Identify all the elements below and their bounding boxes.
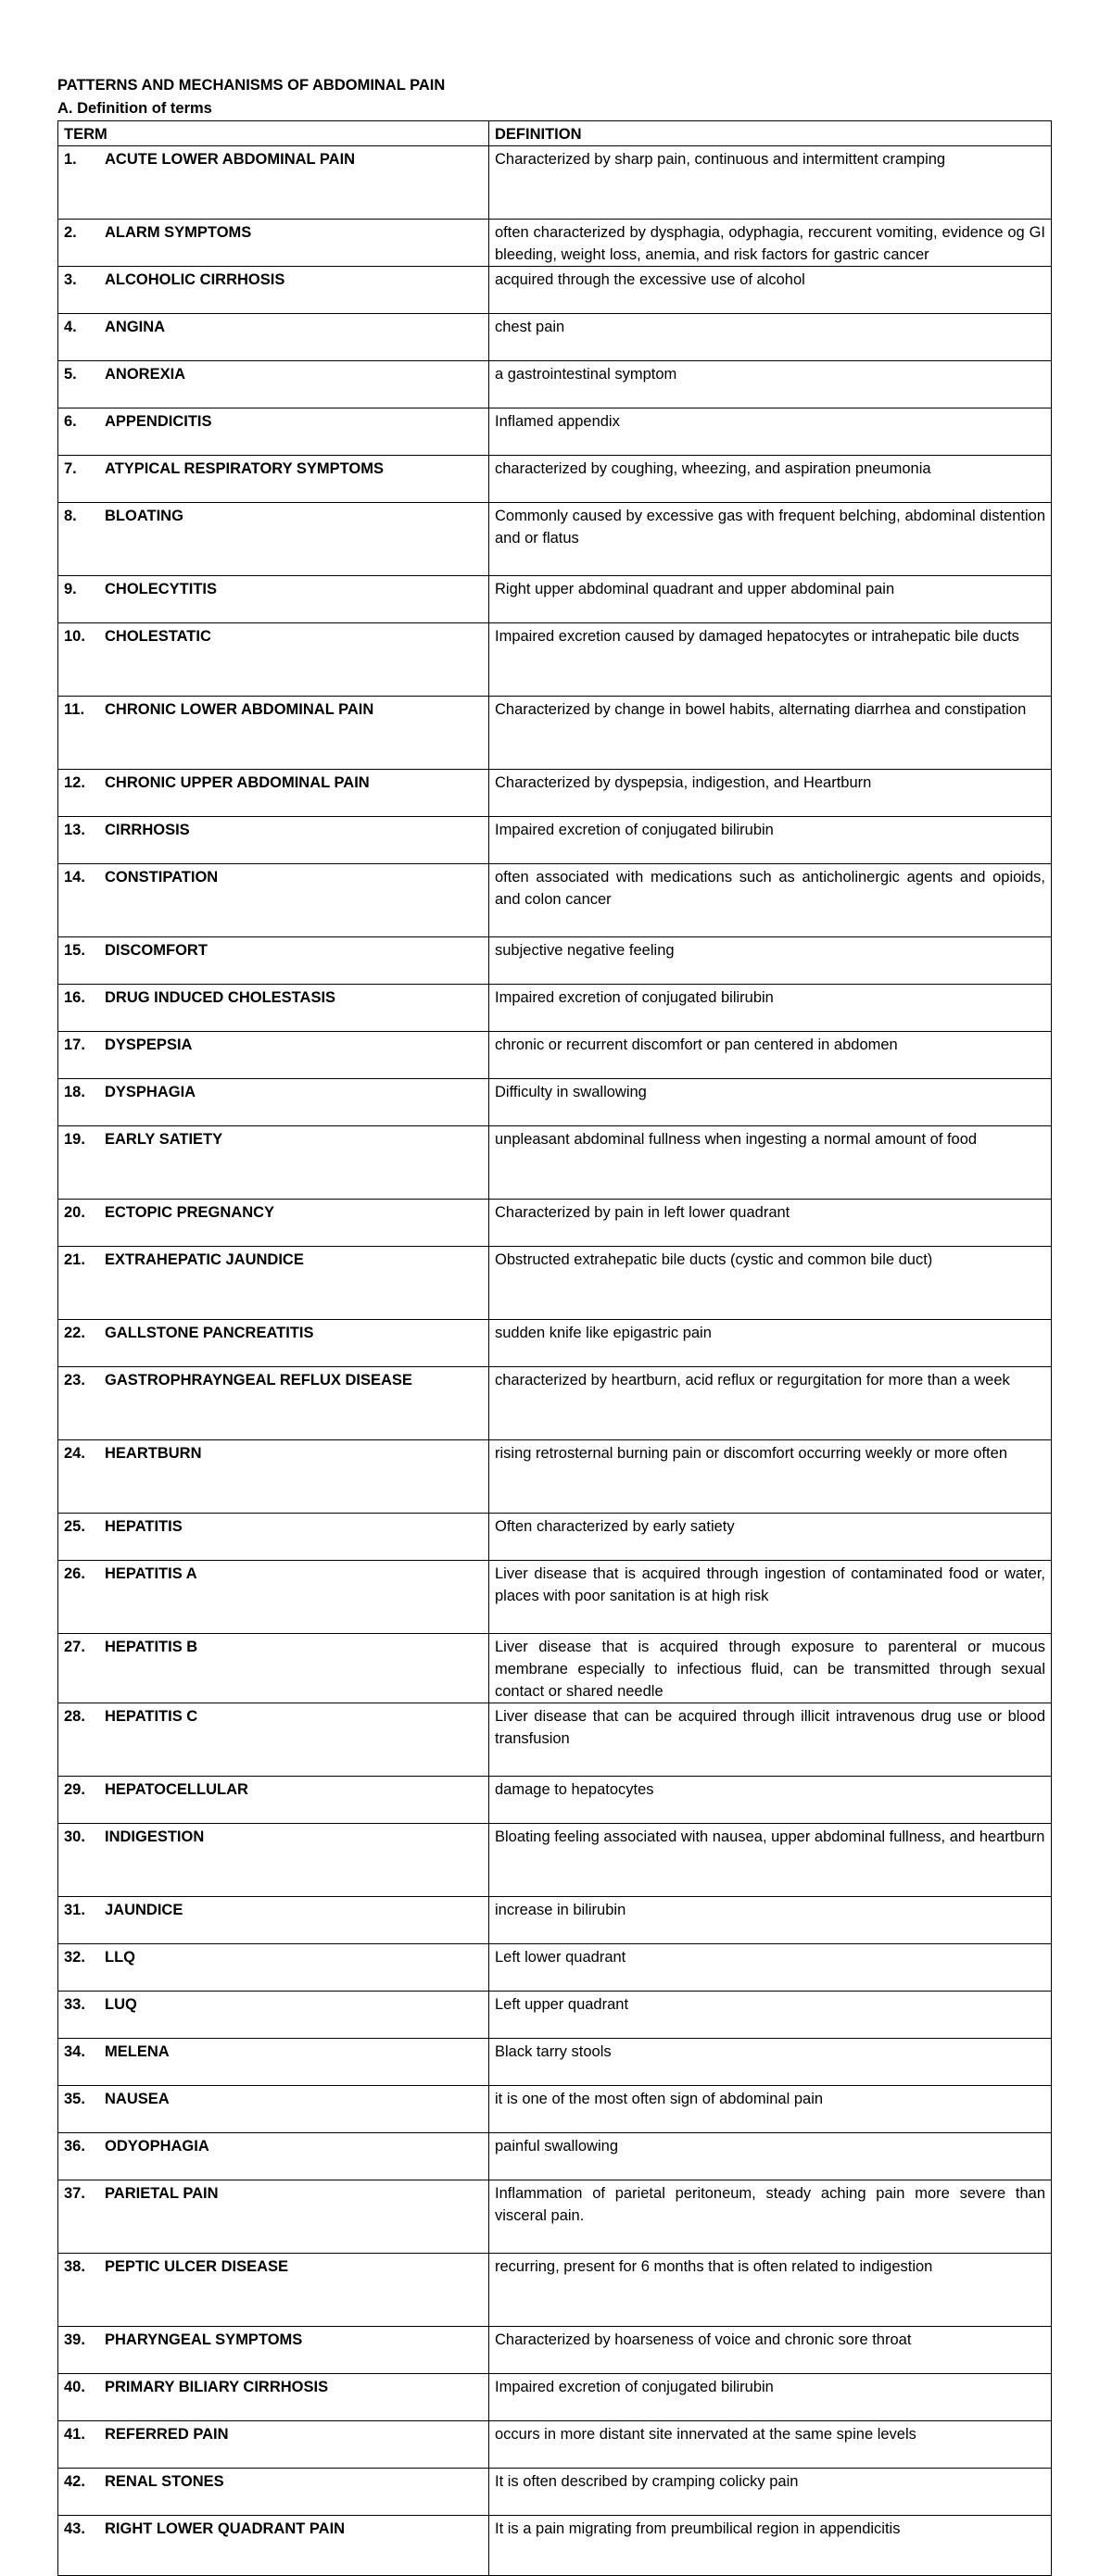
- definition-table: [57, 120, 1052, 2576]
- definition-cell: Inflamed appendix: [489, 408, 1052, 456]
- definition-cell: Liver disease that is acquired through exposure to parenteral or mucous membrane especially to infectious fluid, can be transmitted through sexual contact or shared needle: [489, 1634, 1052, 1703]
- term-number: 25.: [64, 1518, 85, 1535]
- definition-cell: a gastrointestinal symptom: [489, 361, 1052, 408]
- table-row: [58, 1634, 1052, 1703]
- definition-cell: subjective negative feeling: [489, 937, 1052, 985]
- definition-cell: chest pain: [489, 314, 1052, 361]
- definition-cell: It is a pain migrating from preumbilical region in appendicitis: [489, 2516, 1052, 2576]
- term-name: ODYOPHAGIA: [105, 2138, 209, 2155]
- term-name: HEPATITIS C: [105, 1708, 198, 1725]
- term-cell: [58, 1367, 489, 1440]
- term-number: 23.: [64, 1372, 85, 1389]
- term-cell: [58, 1992, 489, 2039]
- term-cell: [58, 2039, 489, 2086]
- definition-cell: recurring, present for 6 months that is often related to indigestion: [489, 2254, 1052, 2327]
- term-cell: [58, 697, 489, 770]
- term-cell: [58, 2327, 489, 2374]
- term-number: 12.: [64, 774, 85, 791]
- table-row: [58, 1944, 1052, 1992]
- term-name: ATYPICAL RESPIRATORY SYMPTOMS: [105, 460, 385, 477]
- definition-cell: Black tarry stools: [489, 2039, 1052, 2086]
- term-cell: [58, 576, 489, 623]
- term-number: 43.: [64, 2520, 85, 2537]
- term-name: DYSPHAGIA: [105, 1084, 196, 1100]
- table-row: [58, 576, 1052, 623]
- term-name: PHARYNGEAL SYMPTOMS: [105, 2331, 303, 2348]
- table-row: [58, 817, 1052, 864]
- table-row: [58, 2180, 1052, 2254]
- term-name: HEPATITIS: [105, 1518, 183, 1535]
- definition-cell: Characterized by dyspepsia, indigestion, and Heartburn: [489, 770, 1052, 817]
- term-name: JAUNDICE: [105, 1902, 183, 1918]
- table-row: [58, 1703, 1052, 1777]
- table-row: [58, 2469, 1052, 2516]
- table-row: [58, 1367, 1052, 1440]
- table-row: [58, 2086, 1052, 2133]
- term-name: ALCOHOLIC CIRRHOSIS: [105, 271, 285, 288]
- term-cell: [58, 2133, 489, 2180]
- table-row: [58, 314, 1052, 361]
- term-name: ECTOPIC PREGNANCY: [105, 1204, 275, 1221]
- table-row: [58, 2133, 1052, 2180]
- definition-cell: painful swallowing: [489, 2133, 1052, 2180]
- term-cell: [58, 220, 489, 267]
- term-cell: [58, 1320, 489, 1367]
- term-number: 16.: [64, 989, 85, 1006]
- term-cell: [58, 817, 489, 864]
- term-name: CHOLECYTITIS: [105, 581, 218, 597]
- term-name: ALARM SYMPTOMS: [105, 224, 252, 241]
- term-cell: [58, 2421, 489, 2469]
- term-cell: [58, 2086, 489, 2133]
- table-row: [58, 267, 1052, 314]
- term-name: HEPATITIS B: [105, 1639, 198, 1655]
- term-number: 31.: [64, 1902, 85, 1918]
- term-number: 28.: [64, 1708, 85, 1725]
- definition-cell: Difficulty in swallowing: [489, 1079, 1052, 1126]
- term-name: HEPATITIS A: [105, 1565, 197, 1582]
- table-row: [58, 2254, 1052, 2327]
- table-row: [58, 1897, 1052, 1944]
- term-name: PEPTIC ULCER DISEASE: [105, 2258, 289, 2275]
- term-number: 18.: [64, 1084, 85, 1100]
- table-row: [58, 1824, 1052, 1897]
- term-cell: [58, 1897, 489, 1944]
- term-cell: [58, 864, 489, 937]
- term-cell: [58, 2469, 489, 2516]
- table-row: [58, 2039, 1052, 2086]
- table-row: [58, 2327, 1052, 2374]
- definition-cell: Characterized by pain in left lower quadrant: [489, 1200, 1052, 1247]
- term-number: 1.: [64, 151, 77, 168]
- term-name: HEPATOCELLULAR: [105, 1781, 248, 1798]
- term-number: 38.: [64, 2258, 85, 2275]
- table-row: [58, 220, 1052, 267]
- term-cell: [58, 1247, 489, 1320]
- table-row: [58, 697, 1052, 770]
- definition-cell: unpleasant abdominal fullness when ingesting a normal amount of food: [489, 1126, 1052, 1200]
- term-number: 4.: [64, 319, 77, 335]
- term-name: LLQ: [105, 1949, 135, 1966]
- term-cell: [58, 1777, 489, 1824]
- document-page: [57, 74, 1051, 2537]
- definition-cell: sudden knife like epigastric pain: [489, 1320, 1052, 1367]
- term-name: MELENA: [105, 2043, 170, 2060]
- term-number: 11.: [64, 701, 85, 718]
- definition-cell: Left lower quadrant: [489, 1944, 1052, 1992]
- term-number: 19.: [64, 1131, 85, 1148]
- term-cell: [58, 1514, 489, 1561]
- table-row: [58, 1126, 1052, 1200]
- term-name: APPENDICITIS: [105, 413, 212, 430]
- term-number: 15.: [64, 942, 85, 959]
- definition-cell: acquired through the excessive use of alcohol: [489, 267, 1052, 314]
- definition-column-header: DEFINITION: [489, 121, 1052, 146]
- definition-cell: characterized by coughing, wheezing, and aspiration pneumonia: [489, 456, 1052, 503]
- term-number: 30.: [64, 1828, 85, 1845]
- term-name: RENAL STONES: [105, 2473, 224, 2490]
- definition-cell: Often characterized by early satiety: [489, 1514, 1052, 1561]
- definition-cell: Liver disease that is acquired through ingestion of contaminated food or water, places with poor sanitation is at high risk: [489, 1561, 1052, 1634]
- term-number: 20.: [64, 1204, 85, 1221]
- definition-cell: often associated with medications such as anticholinergic agents and opioids, and colon cancer: [489, 864, 1052, 937]
- term-name: CHRONIC LOWER ABDOMINAL PAIN: [105, 701, 374, 718]
- table-row: [58, 361, 1052, 408]
- term-name: CHOLESTATIC: [105, 628, 211, 645]
- term-number: 8.: [64, 508, 77, 524]
- definition-cell: Bloating feeling associated with nausea, upper abdominal fullness, and heartburn: [489, 1824, 1052, 1897]
- term-number: 21.: [64, 1251, 85, 1268]
- term-name: CIRRHOSIS: [105, 822, 190, 838]
- term-number: 6.: [64, 413, 77, 430]
- term-name: LUQ: [105, 1996, 137, 2013]
- table-row: [58, 985, 1052, 1032]
- term-cell: [58, 2180, 489, 2254]
- term-cell: [58, 1703, 489, 1777]
- table-row: [58, 2374, 1052, 2421]
- term-cell: [58, 503, 489, 576]
- term-name: DYSPEPSIA: [105, 1037, 193, 1053]
- table-row: [58, 770, 1052, 817]
- definition-cell: it is one of the most often sign of abdominal pain: [489, 2086, 1052, 2133]
- definition-cell: Characterized by hoarseness of voice and chronic sore throat: [489, 2327, 1052, 2374]
- term-name: ANOREXIA: [105, 366, 186, 383]
- table-row: [58, 1514, 1052, 1561]
- term-name: INDIGESTION: [105, 1828, 205, 1845]
- definition-cell: chronic or recurrent discomfort or pan centered in abdomen: [489, 1032, 1052, 1079]
- term-number: 14.: [64, 869, 85, 886]
- term-name: HEARTBURN: [105, 1445, 202, 1462]
- term-cell: [58, 1440, 489, 1514]
- term-number: 9.: [64, 581, 77, 597]
- definition-cell: occurs in more distant site innervated at the same spine levels: [489, 2421, 1052, 2469]
- term-number: 42.: [64, 2473, 85, 2490]
- term-number: 39.: [64, 2331, 85, 2348]
- term-name: ACUTE LOWER ABDOMINAL PAIN: [105, 151, 356, 168]
- table-row: [58, 1320, 1052, 1367]
- term-number: 37.: [64, 2185, 85, 2202]
- term-cell: [58, 1561, 489, 1634]
- term-cell: [58, 937, 489, 985]
- definition-cell: increase in bilirubin: [489, 1897, 1052, 1944]
- definition-cell: It is often described by cramping colicky pain: [489, 2469, 1052, 2516]
- table-row: [58, 1561, 1052, 1634]
- term-cell: [58, 1200, 489, 1247]
- term-cell: [58, 1944, 489, 1992]
- definition-cell: Characterized by sharp pain, continuous and intermittent cramping: [489, 146, 1052, 220]
- term-number: 5.: [64, 366, 77, 383]
- term-number: 13.: [64, 822, 85, 838]
- term-number: 10.: [64, 628, 85, 645]
- term-number: 34.: [64, 2043, 85, 2060]
- term-name: CONSTIPATION: [105, 869, 219, 886]
- term-name: RIGHT LOWER QUADRANT PAIN: [105, 2520, 346, 2537]
- term-number: 24.: [64, 1445, 85, 1462]
- table-row: [58, 146, 1052, 220]
- term-cell: [58, 456, 489, 503]
- term-name: NAUSEA: [105, 2091, 170, 2107]
- term-cell: [58, 267, 489, 314]
- term-name: CHRONIC UPPER ABDOMINAL PAIN: [105, 774, 370, 791]
- definition-table-body: [58, 121, 1052, 2576]
- term-name: EARLY SATIETY: [105, 1131, 223, 1148]
- definition-cell: Left upper quadrant: [489, 1992, 1052, 2039]
- term-name: BLOATING: [105, 508, 183, 524]
- definition-cell: damage to hepatocytes: [489, 1777, 1052, 1824]
- definition-cell: Impaired excretion of conjugated bilirubin: [489, 2374, 1052, 2421]
- term-name: ANGINA: [105, 319, 166, 335]
- document-title: PATTERNS AND MECHANISMS OF ABDOMINAL PAIN: [57, 77, 446, 94]
- term-cell: [58, 1824, 489, 1897]
- table-row: [58, 1440, 1052, 1514]
- term-name: REFERRED PAIN: [105, 2426, 229, 2443]
- table-row: [58, 503, 1052, 576]
- definition-cell: Right upper abdominal quadrant and upper abdominal pain: [489, 576, 1052, 623]
- term-number: 3.: [64, 271, 77, 288]
- table-row: [58, 2516, 1052, 2576]
- term-number: 29.: [64, 1781, 85, 1798]
- term-cell: [58, 1634, 489, 1703]
- term-number: 2.: [64, 224, 77, 241]
- term-cell: [58, 985, 489, 1032]
- term-number: 41.: [64, 2426, 85, 2443]
- table-row: [58, 2421, 1052, 2469]
- term-number: 40.: [64, 2379, 85, 2395]
- term-number: 33.: [64, 1996, 85, 2013]
- definition-cell: Impaired excretion of conjugated bilirubin: [489, 817, 1052, 864]
- definition-cell: rising retrosternal burning pain or discomfort occurring weekly or more often: [489, 1440, 1052, 1514]
- term-name: GASTROPHRAYNGEAL REFLUX DISEASE: [105, 1372, 412, 1389]
- term-cell: [58, 314, 489, 361]
- term-cell: [58, 1126, 489, 1200]
- table-row: [58, 623, 1052, 697]
- term-name: EXTRAHEPATIC JAUNDICE: [105, 1251, 304, 1268]
- definition-cell: Characterized by change in bowel habits, alternating diarrhea and constipation: [489, 697, 1052, 770]
- table-row: [58, 937, 1052, 985]
- term-number: 22.: [64, 1325, 85, 1341]
- table-row: [58, 456, 1052, 503]
- term-name: PARIETAL PAIN: [105, 2185, 219, 2202]
- definition-cell: Commonly caused by excessive gas with frequent belching, abdominal distention and or flatus: [489, 503, 1052, 576]
- table-header-row: [58, 121, 1052, 146]
- table-row: [58, 1079, 1052, 1126]
- term-column-header: TERM: [58, 121, 489, 146]
- term-number: 7.: [64, 460, 77, 477]
- term-cell: [58, 2374, 489, 2421]
- term-cell: [58, 1079, 489, 1126]
- term-name: PRIMARY BILIARY CIRRHOSIS: [105, 2379, 329, 2395]
- term-cell: [58, 361, 489, 408]
- term-name: GALLSTONE PANCREATITIS: [105, 1325, 314, 1341]
- term-cell: [58, 408, 489, 456]
- definition-cell: Liver disease that can be acquired through illicit intravenous drug use or blood transfusion: [489, 1703, 1052, 1777]
- definition-cell: Impaired excretion caused by damaged hepatocytes or intrahepatic bile ducts: [489, 623, 1052, 697]
- definition-cell: often characterized by dysphagia, odyphagia, reccurent vomiting, evidence og GI bleeding, weight loss, anemia, and risk factors for gastric cancer: [489, 220, 1052, 267]
- table-row: [58, 1247, 1052, 1320]
- term-cell: [58, 1032, 489, 1079]
- term-number: 32.: [64, 1949, 85, 1966]
- term-cell: [58, 770, 489, 817]
- section-heading: A. Definition of terms: [57, 100, 212, 117]
- term-number: 36.: [64, 2138, 85, 2155]
- term-cell: [58, 623, 489, 697]
- term-name: DRUG INDUCED CHOLESTASIS: [105, 989, 336, 1006]
- table-row: [58, 1777, 1052, 1824]
- definition-cell: characterized by heartburn, acid reflux or regurgitation for more than a week: [489, 1367, 1052, 1440]
- term-number: 17.: [64, 1037, 85, 1053]
- term-cell: [58, 146, 489, 220]
- table-row: [58, 1032, 1052, 1079]
- definition-cell: Inflammation of parietal peritoneum, steady aching pain more severe than visceral pain.: [489, 2180, 1052, 2254]
- table-row: [58, 864, 1052, 937]
- table-row: [58, 1992, 1052, 2039]
- term-number: 27.: [64, 1639, 85, 1655]
- table-row: [58, 408, 1052, 456]
- term-name: DISCOMFORT: [105, 942, 208, 959]
- term-cell: [58, 2516, 489, 2576]
- term-number: 35.: [64, 2091, 85, 2107]
- term-cell: [58, 2254, 489, 2327]
- definition-cell: Impaired excretion of conjugated bilirubin: [489, 985, 1052, 1032]
- term-number: 26.: [64, 1565, 85, 1582]
- table-row: [58, 1200, 1052, 1247]
- definition-cell: Obstructed extrahepatic bile ducts (cystic and common bile duct): [489, 1247, 1052, 1320]
